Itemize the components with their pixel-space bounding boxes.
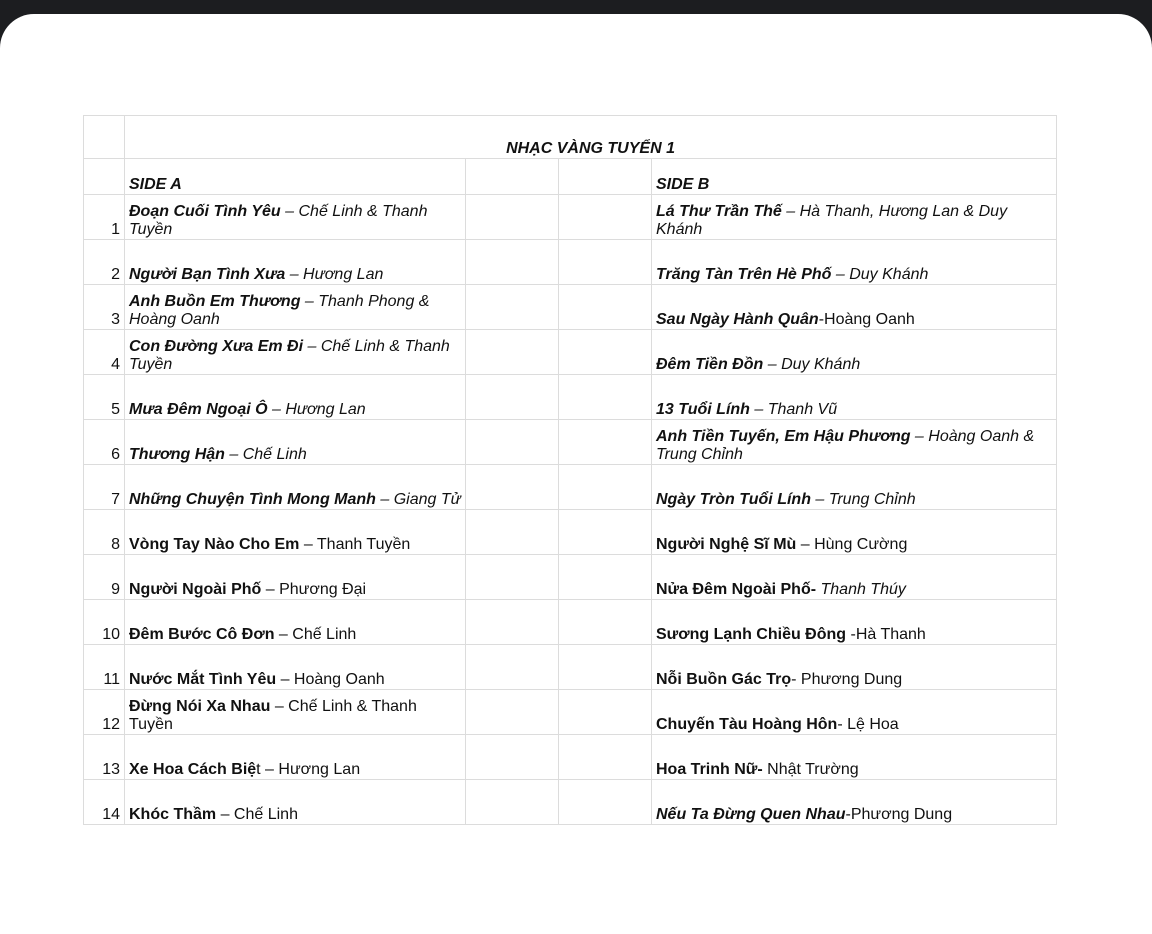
song-title: Những Chuyện Tình Mong Manh xyxy=(129,491,376,508)
empty-cell xyxy=(466,285,559,330)
table-row xyxy=(84,555,1057,600)
table-row xyxy=(84,645,1057,690)
row-number: 1 xyxy=(84,195,125,240)
side-b-track xyxy=(652,645,1057,690)
song-title: Đêm Bước Cô Đơn xyxy=(129,626,275,643)
table-row xyxy=(84,330,1057,375)
artist-name: – Giang Tử xyxy=(375,491,461,508)
empty-cell xyxy=(559,645,652,690)
song-title: Trăng Tàn Trên Hè Phố xyxy=(656,266,832,283)
song-title: Con Đường Xưa Em Đi xyxy=(129,338,304,355)
song-title: Thương Hận xyxy=(129,446,225,463)
side-a-track xyxy=(125,195,466,240)
side-a-track xyxy=(125,645,466,690)
song-title: Người Bạn Tình Xưa xyxy=(129,266,286,283)
side-a-track xyxy=(125,465,466,510)
empty-cell xyxy=(559,780,652,825)
artist-name: – Hoàng Oanh & Trung Chỉnh xyxy=(656,428,1035,463)
empty-cell xyxy=(559,375,652,420)
table-row xyxy=(84,195,1057,240)
artist-name: -Hà Thanh xyxy=(846,626,926,643)
side-b-track xyxy=(652,735,1057,780)
empty-cell xyxy=(466,735,559,780)
side-a-track xyxy=(125,330,466,375)
document-page xyxy=(0,14,1152,934)
side-b-track xyxy=(652,375,1057,420)
table-row xyxy=(84,375,1057,420)
song-title: Sau Ngày Hành Quân xyxy=(656,311,819,328)
page-title: NHẠC VÀNG TUYỂN 1 xyxy=(125,116,1057,159)
row-number: 5 xyxy=(84,375,125,420)
artist-name: – Chế Linh & Thanh Tuyền xyxy=(129,338,450,373)
song-title: Người Nghệ Sĩ Mù xyxy=(656,536,797,553)
artist-name: – Chế Linh & Thanh Tuyền xyxy=(129,698,417,733)
side-b-track xyxy=(652,330,1057,375)
side-a-track xyxy=(125,285,466,330)
row-number: 9 xyxy=(84,555,125,600)
side-a-track xyxy=(125,510,466,555)
song-title: Hoa Trinh Nữ- xyxy=(656,761,763,778)
empty-cell xyxy=(466,510,559,555)
row-number: 3 xyxy=(84,285,125,330)
row-number: 2 xyxy=(84,240,125,285)
empty-cell xyxy=(466,240,559,285)
table-row xyxy=(84,510,1057,555)
empty-cell xyxy=(559,465,652,510)
empty-cell xyxy=(559,555,652,600)
row-number: 4 xyxy=(84,330,125,375)
artist-name: – Duy Khánh xyxy=(763,356,861,373)
row-number: 14 xyxy=(84,780,125,825)
table-row xyxy=(84,465,1057,510)
song-title: Chuyến Tàu Hoàng Hôn xyxy=(656,716,838,733)
artist-name: – Phương Đại xyxy=(261,581,367,598)
table-row xyxy=(84,690,1057,735)
song-title: Anh Tiền Tuyến, Em Hậu Phương xyxy=(656,428,911,445)
side-a-track xyxy=(125,735,466,780)
table-row xyxy=(84,420,1057,465)
table-row xyxy=(84,600,1057,645)
side-a-track xyxy=(125,690,466,735)
empty-cell xyxy=(466,159,559,195)
playlist-table xyxy=(83,115,1057,825)
empty-cell xyxy=(466,375,559,420)
artist-name: – Hương Lan xyxy=(267,401,366,418)
empty-cell xyxy=(559,690,652,735)
side-b-track xyxy=(652,600,1057,645)
empty-cell xyxy=(84,159,125,195)
song-title: Sương Lạnh Chiều Đông xyxy=(656,626,847,643)
empty-cell xyxy=(559,510,652,555)
artist-name: – Hà Thanh, Hương Lan & Duy Khánh xyxy=(656,203,1008,238)
artist-name: – Thanh Vũ xyxy=(749,401,838,418)
song-title: Người Ngoài Phố xyxy=(129,581,262,598)
song-title: Lá Thư Trần Thế xyxy=(656,203,782,220)
empty-cell xyxy=(466,555,559,600)
artist-name: – Duy Khánh xyxy=(831,266,929,283)
side-a-track xyxy=(125,375,466,420)
empty-cell xyxy=(559,159,652,195)
side-a-track xyxy=(125,555,466,600)
empty-cell xyxy=(559,330,652,375)
row-number: 6 xyxy=(84,420,125,465)
artist-name: – Chế Linh xyxy=(274,626,357,643)
side-a-track xyxy=(125,780,466,825)
artist-name: – Hùng Cường xyxy=(796,536,908,553)
row-number: 10 xyxy=(84,600,125,645)
side-b-track xyxy=(652,465,1057,510)
empty-cell xyxy=(466,420,559,465)
empty-cell xyxy=(466,690,559,735)
row-number: 8 xyxy=(84,510,125,555)
song-title: Khóc Thầm xyxy=(129,806,217,823)
row-number: 7 xyxy=(84,465,125,510)
song-title: Đừng Nói Xa Nhau xyxy=(129,698,271,715)
song-title: Nửa Đêm Ngoài Phố- xyxy=(656,581,817,598)
empty-cell xyxy=(466,195,559,240)
row-number: 13 xyxy=(84,735,125,780)
table-row xyxy=(84,735,1057,780)
song-title: Anh Buồn Em Thương xyxy=(129,293,301,310)
side-header-row xyxy=(84,159,1057,195)
song-title: Nước Mắt Tình Yêu xyxy=(129,671,277,688)
empty-cell xyxy=(559,600,652,645)
empty-cell xyxy=(466,330,559,375)
table-row xyxy=(84,285,1057,330)
corner-cell xyxy=(84,116,125,159)
side-b-track xyxy=(652,420,1057,465)
song-title: Vòng Tay Nào Cho Em xyxy=(129,536,300,553)
empty-cell xyxy=(559,240,652,285)
side-b-header: SIDE B xyxy=(652,159,1057,195)
artist-name: -Hoàng Oanh xyxy=(818,311,915,328)
artist-name: – Thanh Phong & Hoàng Oanh xyxy=(129,293,430,328)
side-b-track xyxy=(652,780,1057,825)
row-number: 11 xyxy=(84,645,125,690)
empty-cell xyxy=(466,645,559,690)
song-title: 13 Tuổi Lính xyxy=(656,401,750,418)
artist-name: - Phương Dung xyxy=(791,671,903,688)
side-a-header: SIDE A xyxy=(125,159,466,195)
artist-name: t – Hương Lan xyxy=(256,761,361,778)
empty-cell xyxy=(466,780,559,825)
artist-name: Nhật Trường xyxy=(762,761,859,778)
artist-name: – Trung Chỉnh xyxy=(810,491,916,508)
table-row xyxy=(84,240,1057,285)
side-a-track xyxy=(125,420,466,465)
empty-cell xyxy=(559,285,652,330)
side-b-track xyxy=(652,195,1057,240)
artist-name: – Chế Linh xyxy=(216,806,298,823)
empty-cell xyxy=(466,465,559,510)
artist-name: – Hoàng Oanh xyxy=(276,671,385,688)
title-row xyxy=(84,116,1057,159)
side-b-track xyxy=(652,285,1057,330)
song-title: Đoạn Cuối Tình Yêu xyxy=(129,203,281,220)
empty-cell xyxy=(559,420,652,465)
side-a-track xyxy=(125,600,466,645)
side-b-track xyxy=(652,690,1057,735)
song-title: Mưa Đêm Ngoại Ô xyxy=(129,401,268,418)
side-a-track xyxy=(125,240,466,285)
artist-name: – Chế Linh xyxy=(224,446,307,463)
song-title: Nếu Ta Đừng Quen Nhau xyxy=(656,806,846,823)
song-title: Đêm Tiền Đồn xyxy=(656,356,764,373)
side-b-track xyxy=(652,240,1057,285)
song-title: Xe Hoa Cách Biệ xyxy=(129,761,257,778)
row-number: 12 xyxy=(84,690,125,735)
artist-name: Thanh Thúy xyxy=(816,581,906,598)
song-title: Ngày Tròn Tuổi Lính xyxy=(656,491,811,508)
table-row xyxy=(84,780,1057,825)
artist-name: – Thanh Tuyền xyxy=(299,536,411,553)
artist-name: - Lệ Hoa xyxy=(837,716,899,733)
empty-cell xyxy=(466,600,559,645)
empty-cell xyxy=(559,735,652,780)
song-title: Nỗi Buồn Gác Trọ xyxy=(656,671,792,688)
artist-name: – Chế Linh & Thanh Tuyền xyxy=(129,203,428,238)
empty-cell xyxy=(559,195,652,240)
side-b-track xyxy=(652,510,1057,555)
artist-name: -Phương Dung xyxy=(845,806,953,823)
artist-name: – Hương Lan xyxy=(285,266,384,283)
side-b-track xyxy=(652,555,1057,600)
